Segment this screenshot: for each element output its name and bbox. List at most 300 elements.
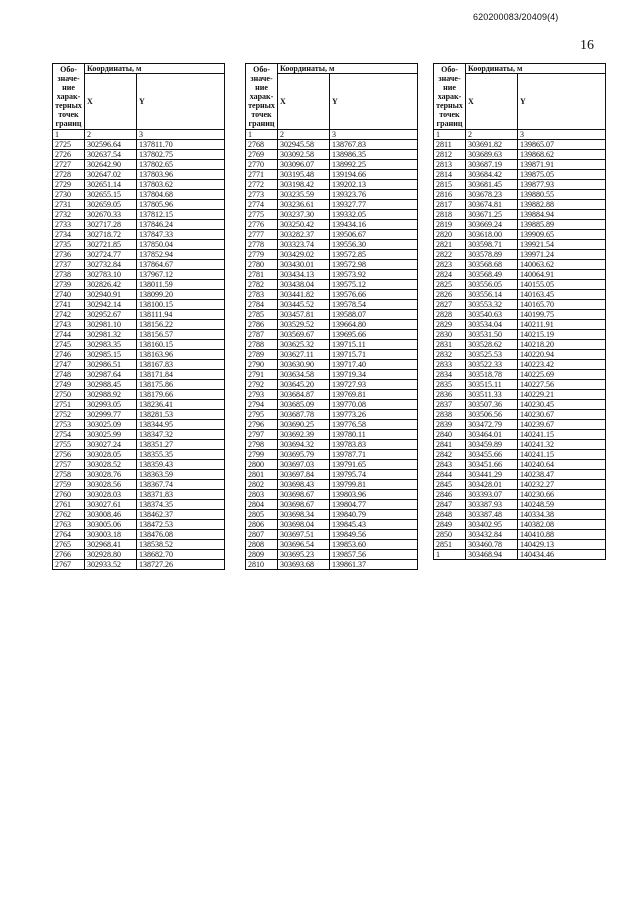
x-value: 303235.59 xyxy=(278,190,330,200)
table-row xyxy=(434,150,606,160)
point-id: 2836 xyxy=(434,390,466,400)
point-id: 2756 xyxy=(53,450,85,460)
header-y: Y xyxy=(330,74,418,130)
table-row xyxy=(246,350,418,360)
x-value: 302983.35 xyxy=(85,340,137,350)
y-value: 140155.05 xyxy=(518,280,606,290)
table-row xyxy=(434,470,606,480)
point-id: 2839 xyxy=(434,420,466,430)
x-value: 302987.64 xyxy=(85,370,137,380)
x-value: 303323.74 xyxy=(278,240,330,250)
table-row xyxy=(434,490,606,500)
y-value: 138476.08 xyxy=(137,530,225,540)
table-row xyxy=(434,350,606,360)
y-value: 139572.98 xyxy=(330,260,418,270)
y-value: 138727.26 xyxy=(137,560,225,570)
x-value: 303003.18 xyxy=(85,530,137,540)
table-row xyxy=(53,390,225,400)
y-value: 140241.32 xyxy=(518,440,606,450)
x-value: 302985.15 xyxy=(85,350,137,360)
y-value: 138367.74 xyxy=(137,480,225,490)
point-id: 2734 xyxy=(53,230,85,240)
table-row xyxy=(434,290,606,300)
x-value: 303429.02 xyxy=(278,250,330,260)
x-value: 303008.46 xyxy=(85,510,137,520)
x-value: 303697.84 xyxy=(278,470,330,480)
point-id: 2835 xyxy=(434,380,466,390)
x-value: 302988.92 xyxy=(85,390,137,400)
header-coordinates: Координаты, м xyxy=(85,64,225,74)
point-id: 2844 xyxy=(434,470,466,480)
y-value: 140240.64 xyxy=(518,460,606,470)
y-value: 138347.32 xyxy=(137,430,225,440)
point-id: 2821 xyxy=(434,240,466,250)
x-value: 303568.49 xyxy=(466,270,518,280)
point-id: 2848 xyxy=(434,510,466,520)
table-row xyxy=(434,540,606,550)
table-row xyxy=(53,230,225,240)
point-id: 2753 xyxy=(53,420,85,430)
table-row xyxy=(53,370,225,380)
x-value: 303687.19 xyxy=(466,160,518,170)
y-value: 139194.66 xyxy=(330,170,418,180)
table-row xyxy=(53,560,225,570)
point-id: 2771 xyxy=(246,170,278,180)
point-id: 2777 xyxy=(246,230,278,240)
table-row xyxy=(434,280,606,290)
point-id: 2818 xyxy=(434,210,466,220)
point-id: 2805 xyxy=(246,510,278,520)
header-point-label: Обо-значе-ние харак-терных точек границ xyxy=(434,64,466,130)
x-value: 302942.14 xyxy=(85,300,137,310)
table-row xyxy=(53,330,225,340)
table-row xyxy=(246,280,418,290)
table-row xyxy=(53,520,225,530)
coordinates-table-1 xyxy=(52,63,225,570)
table-row xyxy=(53,490,225,500)
x-value: 303393.07 xyxy=(466,490,518,500)
table-row xyxy=(434,220,606,230)
point-id: 2822 xyxy=(434,250,466,260)
point-id: 2826 xyxy=(434,290,466,300)
table-row xyxy=(434,200,606,210)
table-row xyxy=(434,480,606,490)
point-id: 2827 xyxy=(434,300,466,310)
header-column-number: 1 xyxy=(53,130,85,140)
table-row xyxy=(434,320,606,330)
x-value: 303282.37 xyxy=(278,230,330,240)
x-value: 302718.72 xyxy=(85,230,137,240)
y-value: 139871.91 xyxy=(518,160,606,170)
point-id: 2764 xyxy=(53,530,85,540)
x-value: 303387.48 xyxy=(466,510,518,520)
x-value: 302717.28 xyxy=(85,220,137,230)
point-id: 2843 xyxy=(434,460,466,470)
point-id: 2793 xyxy=(246,390,278,400)
header-column-number: 2 xyxy=(278,130,330,140)
y-value: 139875.05 xyxy=(518,170,606,180)
point-id: 2729 xyxy=(53,180,85,190)
y-value: 140211.91 xyxy=(518,320,606,330)
y-value: 138986.35 xyxy=(330,150,418,160)
y-value: 139573.92 xyxy=(330,270,418,280)
y-value: 139770.08 xyxy=(330,400,418,410)
point-id: 2742 xyxy=(53,310,85,320)
x-value: 303618.00 xyxy=(466,230,518,240)
table-row xyxy=(434,420,606,430)
point-id: 2825 xyxy=(434,280,466,290)
x-value: 302952.67 xyxy=(85,310,137,320)
y-value: 138179.66 xyxy=(137,390,225,400)
y-value: 139882.88 xyxy=(518,200,606,210)
x-value: 303695.23 xyxy=(278,550,330,560)
y-value: 139795.74 xyxy=(330,470,418,480)
y-value: 138767.83 xyxy=(330,140,418,150)
header-x: X xyxy=(85,74,137,130)
y-value: 138163.96 xyxy=(137,350,225,360)
x-value: 303515.11 xyxy=(466,380,518,390)
table-row xyxy=(246,510,418,520)
table-row xyxy=(434,530,606,540)
table-row xyxy=(246,360,418,370)
x-value: 303671.25 xyxy=(466,210,518,220)
table-row xyxy=(246,380,418,390)
x-value: 302999.77 xyxy=(85,410,137,420)
table-row xyxy=(246,220,418,230)
x-value: 303025.09 xyxy=(85,420,137,430)
y-value: 139877.93 xyxy=(518,180,606,190)
y-value: 140434.46 xyxy=(518,550,606,560)
x-value: 303445.52 xyxy=(278,300,330,310)
table-row xyxy=(53,270,225,280)
table-row xyxy=(53,310,225,320)
point-id: 2797 xyxy=(246,430,278,440)
y-value: 140215.19 xyxy=(518,330,606,340)
point-id: 2790 xyxy=(246,360,278,370)
table-row xyxy=(53,190,225,200)
point-id: 2799 xyxy=(246,450,278,460)
table-row xyxy=(246,420,418,430)
point-id: 2728 xyxy=(53,170,85,180)
point-id: 2775 xyxy=(246,210,278,220)
point-id: 2806 xyxy=(246,520,278,530)
table-row xyxy=(246,300,418,310)
x-value: 303696.54 xyxy=(278,540,330,550)
header-column-number: 3 xyxy=(137,130,225,140)
x-value: 303025.99 xyxy=(85,430,137,440)
y-value: 139434.16 xyxy=(330,220,418,230)
point-id: 2846 xyxy=(434,490,466,500)
y-value: 138351.27 xyxy=(137,440,225,450)
point-id: 2849 xyxy=(434,520,466,530)
point-id: 2752 xyxy=(53,410,85,420)
x-value: 302933.52 xyxy=(85,560,137,570)
point-id: 2750 xyxy=(53,390,85,400)
point-id: 2738 xyxy=(53,270,85,280)
table-row xyxy=(53,540,225,550)
table-row xyxy=(246,200,418,210)
y-value: 139840.79 xyxy=(330,510,418,520)
table-row xyxy=(53,300,225,310)
table-row xyxy=(434,390,606,400)
table-row xyxy=(246,410,418,420)
x-value: 303441.29 xyxy=(466,470,518,480)
header-y: Y xyxy=(518,74,606,130)
table-row xyxy=(246,480,418,490)
table-row xyxy=(434,250,606,260)
header-column-number: 1 xyxy=(246,130,278,140)
table-row xyxy=(53,200,225,210)
table-row xyxy=(434,140,606,150)
table-row xyxy=(53,410,225,420)
x-value: 303553.32 xyxy=(466,300,518,310)
point-id: 2810 xyxy=(246,560,278,570)
point-id: 2801 xyxy=(246,470,278,480)
point-id: 2755 xyxy=(53,440,85,450)
x-value: 302732.84 xyxy=(85,260,137,270)
point-id: 2773 xyxy=(246,190,278,200)
point-id: 2833 xyxy=(434,360,466,370)
point-id: 2812 xyxy=(434,150,466,160)
x-value: 303455.66 xyxy=(466,450,518,460)
table-row xyxy=(434,410,606,420)
x-value: 303692.39 xyxy=(278,430,330,440)
x-value: 303387.93 xyxy=(466,500,518,510)
point-id: 2830 xyxy=(434,330,466,340)
table-row xyxy=(434,310,606,320)
y-value: 138992.25 xyxy=(330,160,418,170)
point-id: 2757 xyxy=(53,460,85,470)
point-id: 2762 xyxy=(53,510,85,520)
point-id: 2759 xyxy=(53,480,85,490)
table-row xyxy=(434,240,606,250)
point-id: 2770 xyxy=(246,160,278,170)
point-id: 2772 xyxy=(246,180,278,190)
x-value: 302783.10 xyxy=(85,270,137,280)
table-row xyxy=(246,140,418,150)
point-id: 2808 xyxy=(246,540,278,550)
point-id: 2766 xyxy=(53,550,85,560)
point-id: 2838 xyxy=(434,410,466,420)
table-row xyxy=(246,430,418,440)
table-row xyxy=(246,230,418,240)
point-id: 2732 xyxy=(53,210,85,220)
table-row xyxy=(434,460,606,470)
table-row xyxy=(53,140,225,150)
y-value: 140218.20 xyxy=(518,340,606,350)
x-value: 303531.50 xyxy=(466,330,518,340)
y-value: 139327.77 xyxy=(330,200,418,210)
point-id: 2831 xyxy=(434,340,466,350)
table-row xyxy=(53,220,225,230)
table-row xyxy=(434,270,606,280)
point-id: 2803 xyxy=(246,490,278,500)
point-id: 2824 xyxy=(434,270,466,280)
x-value: 303698.67 xyxy=(278,490,330,500)
x-value: 303451.66 xyxy=(466,460,518,470)
point-id: 2788 xyxy=(246,340,278,350)
y-value: 139909.65 xyxy=(518,230,606,240)
y-value: 140229.21 xyxy=(518,390,606,400)
point-id: 2804 xyxy=(246,500,278,510)
x-value: 303518.78 xyxy=(466,370,518,380)
y-value: 140238.47 xyxy=(518,470,606,480)
table-row xyxy=(246,240,418,250)
table-row xyxy=(434,330,606,340)
x-value: 303669.24 xyxy=(466,220,518,230)
table-row xyxy=(434,370,606,380)
point-id: 2726 xyxy=(53,150,85,160)
point-id: 2765 xyxy=(53,540,85,550)
x-value: 303195.48 xyxy=(278,170,330,180)
y-value: 139323.76 xyxy=(330,190,418,200)
x-value: 302981.32 xyxy=(85,330,137,340)
x-value: 303697.03 xyxy=(278,460,330,470)
table-row xyxy=(53,340,225,350)
point-id: 2761 xyxy=(53,500,85,510)
y-value: 139556.30 xyxy=(330,240,418,250)
y-value: 140241.15 xyxy=(518,450,606,460)
x-value: 303468.94 xyxy=(466,550,518,560)
x-value: 303598.71 xyxy=(466,240,518,250)
x-value: 303092.58 xyxy=(278,150,330,160)
x-value: 303678.23 xyxy=(466,190,518,200)
y-value: 138538.52 xyxy=(137,540,225,550)
y-value: 139576.66 xyxy=(330,290,418,300)
x-value: 303534.04 xyxy=(466,320,518,330)
point-id: 2850 xyxy=(434,530,466,540)
y-value: 137850.04 xyxy=(137,240,225,250)
y-value: 140199.75 xyxy=(518,310,606,320)
table-row xyxy=(434,340,606,350)
y-value: 139868.62 xyxy=(518,150,606,160)
table-row xyxy=(246,160,418,170)
header-coordinates: Координаты, м xyxy=(466,64,606,74)
y-value: 140230.45 xyxy=(518,400,606,410)
table-row xyxy=(246,270,418,280)
x-value: 303432.84 xyxy=(466,530,518,540)
x-value: 303027.61 xyxy=(85,500,137,510)
table-row xyxy=(246,500,418,510)
point-id: 2781 xyxy=(246,270,278,280)
table-row xyxy=(246,470,418,480)
document-number: 620200083/20409(4) xyxy=(473,12,559,22)
x-value: 302945.58 xyxy=(278,140,330,150)
x-value: 303698.34 xyxy=(278,510,330,520)
x-value: 303459.89 xyxy=(466,440,518,450)
y-value: 137864.67 xyxy=(137,260,225,270)
x-value: 302993.05 xyxy=(85,400,137,410)
table-row xyxy=(53,320,225,330)
x-value: 303005.06 xyxy=(85,520,137,530)
x-value: 303634.58 xyxy=(278,370,330,380)
table-row xyxy=(53,360,225,370)
point-id: 2736 xyxy=(53,250,85,260)
table-row xyxy=(246,550,418,560)
table-row xyxy=(246,210,418,220)
table-row xyxy=(434,170,606,180)
table-row xyxy=(246,170,418,180)
table-row xyxy=(434,210,606,220)
table-row xyxy=(434,440,606,450)
point-id: 2847 xyxy=(434,500,466,510)
header-x: X xyxy=(278,74,330,130)
x-value: 303540.63 xyxy=(466,310,518,320)
point-id: 2739 xyxy=(53,280,85,290)
point-id: 2789 xyxy=(246,350,278,360)
x-value: 302724.77 xyxy=(85,250,137,260)
x-value: 303694.32 xyxy=(278,440,330,450)
x-value: 303625.32 xyxy=(278,340,330,350)
table-row xyxy=(53,500,225,510)
y-value: 140223.42 xyxy=(518,360,606,370)
point-id: 2782 xyxy=(246,280,278,290)
point-id: 2800 xyxy=(246,460,278,470)
point-id: 2816 xyxy=(434,190,466,200)
point-id: 2828 xyxy=(434,310,466,320)
y-value: 137846.24 xyxy=(137,220,225,230)
y-value: 139506.67 xyxy=(330,230,418,240)
x-value: 303028.05 xyxy=(85,450,137,460)
x-value: 302642.90 xyxy=(85,160,137,170)
table-row xyxy=(434,260,606,270)
x-value: 303693.68 xyxy=(278,560,330,570)
point-id: 2798 xyxy=(246,440,278,450)
y-value: 138156.57 xyxy=(137,330,225,340)
x-value: 302988.45 xyxy=(85,380,137,390)
y-value: 139787.71 xyxy=(330,450,418,460)
y-value: 139803.96 xyxy=(330,490,418,500)
x-value: 303689.63 xyxy=(466,150,518,160)
y-value: 139880.55 xyxy=(518,190,606,200)
table-row xyxy=(246,460,418,470)
y-value: 138344.95 xyxy=(137,420,225,430)
table-row xyxy=(246,530,418,540)
table-row xyxy=(53,260,225,270)
table-row xyxy=(246,250,418,260)
y-value: 139578.54 xyxy=(330,300,418,310)
page-number: 16 xyxy=(580,38,594,53)
y-value: 138099.20 xyxy=(137,290,225,300)
x-value: 303250.42 xyxy=(278,220,330,230)
point-id: 2795 xyxy=(246,410,278,420)
y-value: 140163.45 xyxy=(518,290,606,300)
x-value: 303690.25 xyxy=(278,420,330,430)
x-value: 303630.90 xyxy=(278,360,330,370)
point-id: 2794 xyxy=(246,400,278,410)
x-value: 303438.04 xyxy=(278,280,330,290)
x-value: 303698.04 xyxy=(278,520,330,530)
header-point-label: Обо-значе-ние харак-терных точек границ xyxy=(53,64,85,130)
table-row xyxy=(246,150,418,160)
point-id: 1 xyxy=(434,550,466,560)
point-id: 2774 xyxy=(246,200,278,210)
y-value: 140220.94 xyxy=(518,350,606,360)
x-value: 303430.01 xyxy=(278,260,330,270)
y-value: 139332.05 xyxy=(330,210,418,220)
header-y: Y xyxy=(137,74,225,130)
point-id: 2807 xyxy=(246,530,278,540)
x-value: 303464.01 xyxy=(466,430,518,440)
table-row xyxy=(246,540,418,550)
y-value: 140230.67 xyxy=(518,410,606,420)
x-value: 303569.67 xyxy=(278,330,330,340)
y-value: 138472.53 xyxy=(137,520,225,530)
point-id: 2779 xyxy=(246,250,278,260)
y-value: 138374.35 xyxy=(137,500,225,510)
point-id: 2791 xyxy=(246,370,278,380)
point-id: 2787 xyxy=(246,330,278,340)
